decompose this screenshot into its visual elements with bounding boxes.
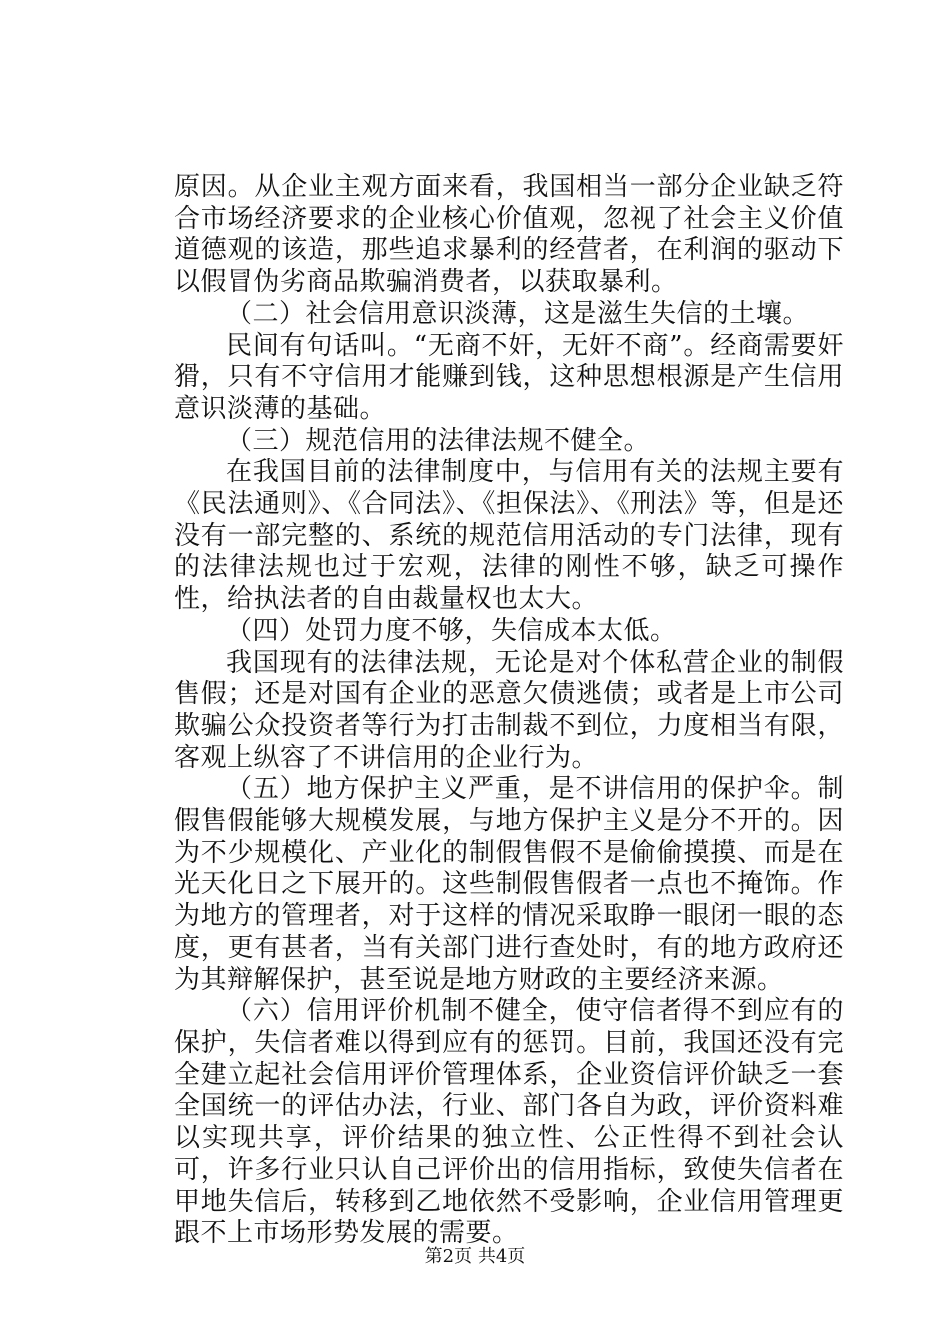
page-number-footer: 第2页 共4页 [424, 1246, 526, 1267]
section-paragraph-5: （五）地方保护主义严重，是不讲信用的保护伞。制假售假能够大规模发展，与地方保护主义是分不开的。因为不少规模化、产业化的制假售假不是偷偷摸摸、而是在光天化日之下展开的。这些制假售假者一点也不掩饰。作为地方的管理者，对于这样的情况采取睁一眼闭一眼的态度，更有甚者，当有关部门进行查处时，有的地方政府还为其辩解保护，甚至说是地方财政的主要经济来源。 [174, 774, 844, 995]
paragraph: 在我国目前的法律制度中，与信用有关的法规主要有《民法通则》、《合同法》、《担保法》、《刑法》等，但是还没有一部完整的、系统的规范信用活动的专门法律，现有的法律法规也过于宏观，法律的刚性不够，缺乏可操作性，给执法者的自由裁量权也太大。 [174, 457, 844, 615]
section-heading-2: （二）社会信用意识淡薄，这是滋生失信的土壤。 [226, 298, 810, 329]
paragraph: 民间有句话叫。“无商不奸，无奸不商”。经商需要奸猾，只有不守信用才能赚到钱，这种思想根源是产生信用意识淡薄的基础。 [174, 330, 844, 424]
paragraph-continuation: 原因。从企业主观方面来看，我国相当一部分企业缺乏符合市场经济要求的企业核心价值观，忽视了社会主义价值道德观的该造，那些追求暴利的经营者，在利润的驱动下以假冒伪劣商品欺骗消费者，以获取暴利。 [174, 172, 844, 298]
section-heading-4: （四）处罚力度不够，失信成本太低。 [226, 615, 677, 646]
section-paragraph-6: （六）信用评价机制不健全，使守信者得不到应有的保护，失信者难以得到应有的惩罚。目前，我国还没有完全建立起社会信用评价管理体系，企业资信评价缺乏一套全国统一的评估办法，行业、部门各自为政，评价资料难以实现共享，评价结果的独立性、公正性得不到社会认可，许多行业只认自己评价出的信用指标，致使失信者在甲地失信后，转移到乙地依然不受影响，企业信用管理更跟不上市场形势发展的需要。 [174, 996, 844, 1249]
paragraph: 我国现有的法律法规，无论是对个体私营企业的制假售假；还是对国有企业的恶意欠债逃债；或者是上市公司欺骗公众投资者等行为打击制裁不到位，力度相当有限，客观上纵容了不讲信用的企业行为。 [174, 647, 844, 773]
section-heading-3: （三）规范信用的法律法规不健全。 [226, 425, 651, 456]
document-body [174, 172, 844, 1250]
